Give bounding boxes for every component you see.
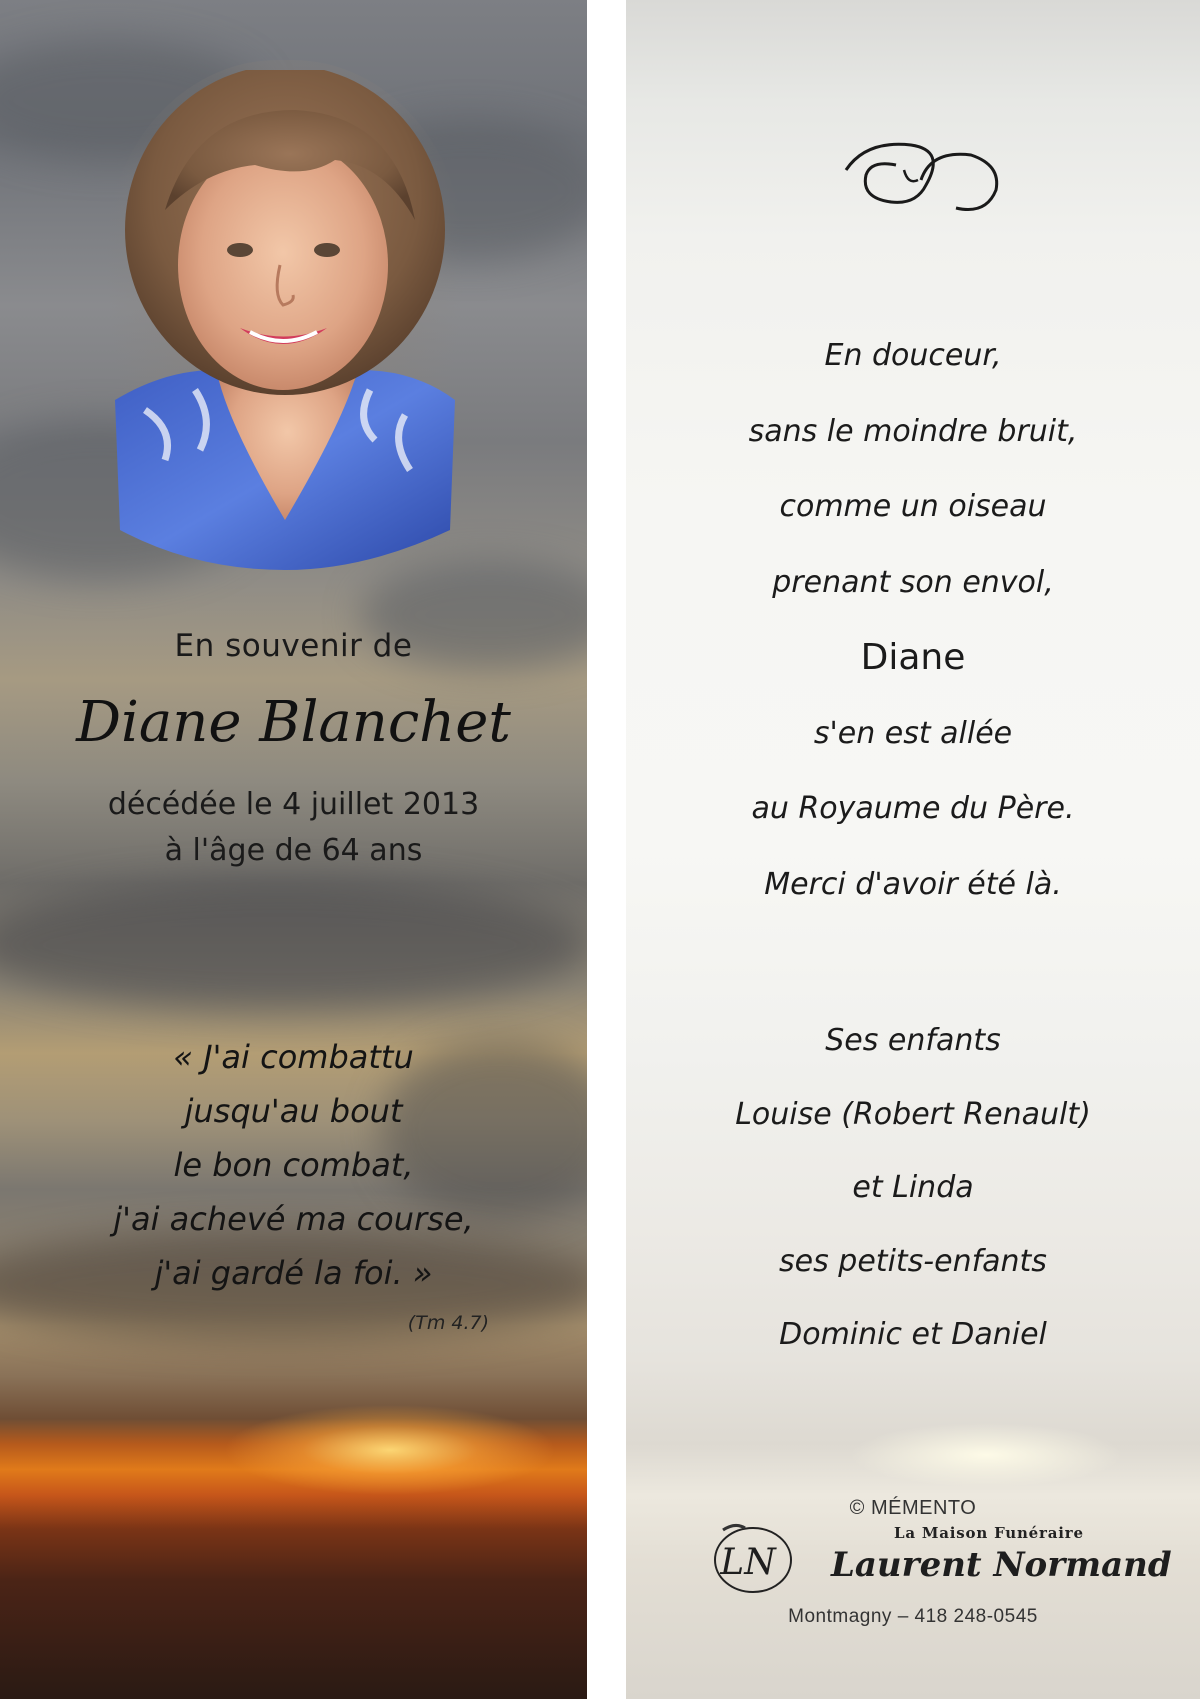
poem-line: comme un oiseau bbox=[779, 489, 1047, 524]
copyright-notice: © MÉMENTO bbox=[849, 1497, 977, 1519]
quote-line: « J'ai combattu bbox=[173, 1038, 414, 1076]
logo-letters: LN bbox=[720, 1542, 776, 1583]
funeral-home-subtitle: La Maison Funéraire bbox=[894, 1524, 1084, 1542]
poem-line-name: Diane bbox=[860, 637, 966, 678]
memorial-card-back bbox=[626, 0, 1200, 1699]
deceased-name: Diane Blanchet bbox=[76, 690, 511, 755]
location-phone: Montmagny – 418 248-0545 bbox=[788, 1606, 1038, 1627]
poem bbox=[626, 318, 1200, 922]
family-line: Louise (Robert Renault) bbox=[735, 1096, 1091, 1132]
verse-reference: (Tm 4.7) bbox=[407, 1312, 489, 1334]
scripture-quote bbox=[0, 1030, 587, 1300]
family-line: et Linda bbox=[852, 1170, 974, 1205]
poem-line: En douceur, bbox=[824, 338, 1002, 373]
intro-text: En souvenir de bbox=[174, 628, 413, 664]
family-line: ses petits-enfants bbox=[779, 1243, 1047, 1279]
family-line: Dominic et Daniel bbox=[779, 1317, 1047, 1352]
memorial-card-front bbox=[0, 0, 587, 1699]
family-line: Ses enfants bbox=[825, 1023, 1001, 1058]
death-info bbox=[0, 782, 587, 874]
poem-line: au Royaume du Père. bbox=[751, 791, 1075, 826]
poem-line: s'en est allée bbox=[813, 715, 1013, 751]
age-at-death: à l'âge de 64 ans bbox=[164, 833, 423, 868]
quote-line: j'ai gardé la foi. » bbox=[154, 1254, 433, 1292]
cloud-decoration bbox=[0, 880, 587, 1010]
portrait-photo bbox=[105, 70, 465, 570]
quote-line: jusqu'au bout bbox=[184, 1092, 403, 1130]
death-date: décédée le 4 juillet 2013 bbox=[107, 787, 480, 822]
flourish-ornament-icon bbox=[836, 130, 1006, 220]
quote-line: j'ai achevé ma course, bbox=[113, 1200, 474, 1238]
quote-line: le bon combat, bbox=[173, 1146, 414, 1184]
poem-line: Merci d'avoir été là. bbox=[764, 866, 1062, 902]
funeral-home-name: Laurent Normand bbox=[831, 1545, 1172, 1585]
poem-line: prenant son envol, bbox=[772, 564, 1054, 600]
family-list bbox=[626, 1004, 1200, 1372]
ln-monogram-logo bbox=[693, 1518, 803, 1598]
poem-line: sans le moindre bruit, bbox=[748, 413, 1078, 449]
